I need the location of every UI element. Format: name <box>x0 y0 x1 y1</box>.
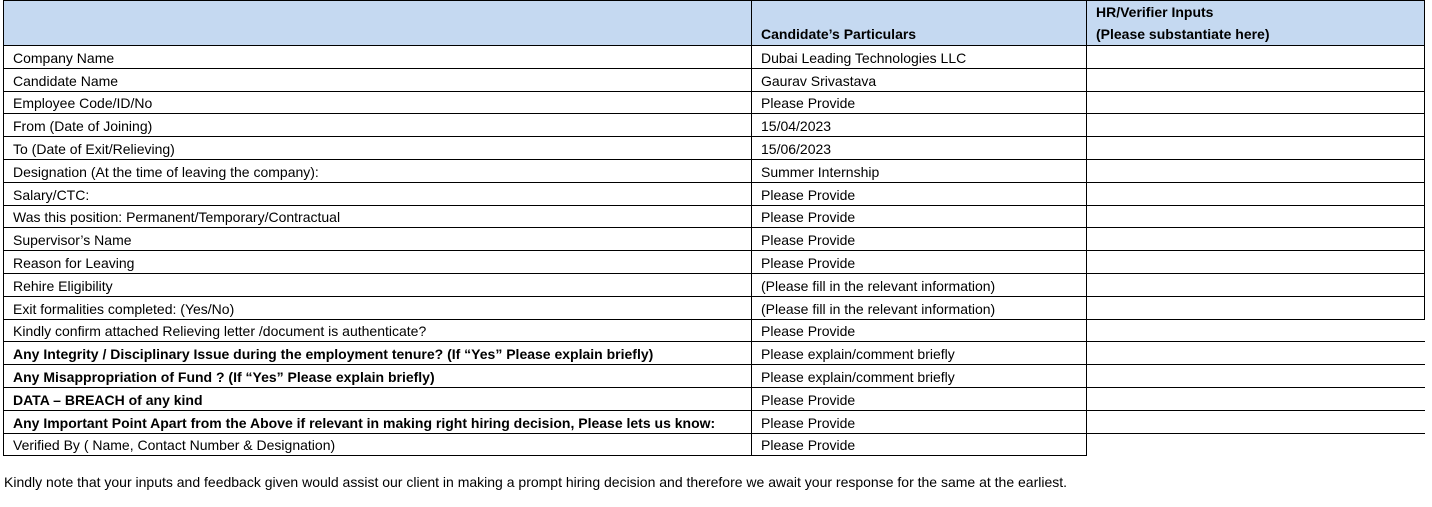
table-row <box>4 273 1425 296</box>
hr-verifier-input-cell <box>1087 319 1425 342</box>
candidate-particular-cell[interactable]: Please Provide <box>752 319 1087 342</box>
field-label: Salary/CTC: <box>4 182 752 205</box>
table-row <box>4 46 1425 69</box>
table-row <box>4 114 1425 137</box>
field-label: Kindly confirm attached Relieving letter /document is authenticate? <box>4 319 752 342</box>
footer-note: Kindly note that your inputs and feedback given would assist our client in making a prompt hiring decision and therefore we await your response for the same at the earliest. <box>4 474 1068 490</box>
hr-verifier-input-cell[interactable] <box>1087 137 1425 160</box>
candidate-particular-cell[interactable]: Please Provide <box>752 410 1087 433</box>
candidate-particular-cell[interactable]: Please Provide <box>752 182 1087 205</box>
candidate-particular-cell[interactable]: Please Provide <box>752 205 1087 228</box>
table-row <box>4 365 1425 388</box>
hr-verifier-input-cell[interactable] <box>1087 91 1425 114</box>
hr-verifier-input-cell[interactable] <box>1087 68 1425 91</box>
hr-verifier-input-cell[interactable] <box>1087 205 1425 228</box>
field-label: Candidate Name <box>4 68 752 91</box>
candidate-particular-cell[interactable]: Please Provide <box>752 91 1087 114</box>
candidate-particular-cell[interactable]: Summer Internship <box>752 159 1087 182</box>
candidate-particular-cell[interactable]: 15/04/2023 <box>752 114 1087 137</box>
table-row <box>4 68 1425 91</box>
table-row <box>4 387 1425 410</box>
field-label: Rehire Eligibility <box>4 273 752 296</box>
table-row <box>4 433 1425 456</box>
table-row <box>4 342 1425 365</box>
header-row <box>4 1 1425 46</box>
header-cell-field <box>4 1 752 46</box>
hr-verifier-input-cell <box>1087 342 1425 365</box>
candidate-particular-cell[interactable]: Please Provide <box>752 433 1087 456</box>
candidate-particular-cell[interactable]: Dubai Leading Technologies LLC <box>752 46 1087 69</box>
field-label: DATA – BREACH of any kind <box>4 387 752 410</box>
verification-table <box>3 0 1425 456</box>
table-row <box>4 296 1425 319</box>
field-label: Any Integrity / Disciplinary Issue during the employment tenure? (If “Yes” Please explain briefly) <box>4 342 752 365</box>
hr-verifier-input-cell <box>1087 410 1425 433</box>
candidate-particular-cell[interactable]: Please Provide <box>752 387 1087 410</box>
candidate-particular-cell[interactable]: (Please fill in the relevant information) <box>752 296 1087 319</box>
field-label: Reason for Leaving <box>4 251 752 274</box>
hr-verifier-input-cell[interactable] <box>1087 228 1425 251</box>
hr-verifier-input-cell <box>1087 365 1425 388</box>
table-row <box>4 319 1425 342</box>
header-hr-subtitle: (Please substantiate here) <box>1096 26 1270 42</box>
candidate-particular-cell[interactable]: 15/06/2023 <box>752 137 1087 160</box>
table-row <box>4 205 1425 228</box>
field-label: Any Misappropriation of Fund ? (If “Yes” Please explain briefly) <box>4 365 752 388</box>
candidate-particular-cell[interactable]: (Please fill in the relevant information) <box>752 273 1087 296</box>
table-row <box>4 182 1425 205</box>
table-row <box>4 251 1425 274</box>
candidate-particular-cell[interactable]: Please explain/comment briefly <box>752 342 1087 365</box>
field-label: Designation (At the time of leaving the company): <box>4 159 752 182</box>
field-label: Verified By ( Name, Contact Number & Designation) <box>4 433 752 456</box>
hr-verifier-input-cell[interactable] <box>1087 273 1425 296</box>
field-label: To (Date of Exit/Relieving) <box>4 137 752 160</box>
field-label: Company Name <box>4 46 752 69</box>
hr-verifier-input-cell <box>1087 387 1425 410</box>
table-row <box>4 228 1425 251</box>
hr-verifier-input-cell <box>1087 433 1425 456</box>
hr-verifier-input-cell[interactable] <box>1087 114 1425 137</box>
header-cell-candidate-particulars: Candidate’s Particulars <box>752 1 1087 46</box>
table-row <box>4 91 1425 114</box>
hr-verifier-input-cell[interactable] <box>1087 296 1425 319</box>
candidate-particular-cell[interactable]: Please Provide <box>752 228 1087 251</box>
field-label: Exit formalities completed: (Yes/No) <box>4 296 752 319</box>
candidate-particular-cell[interactable]: Gaurav Srivastava <box>752 68 1087 91</box>
header-cell-hr-verifier-inputs <box>1087 1 1425 46</box>
candidate-particular-cell[interactable]: Please explain/comment briefly <box>752 365 1087 388</box>
header-hr-title: HR/Verifier Inputs <box>1096 4 1214 20</box>
field-label: From (Date of Joining) <box>4 114 752 137</box>
field-label: Was this position: Permanent/Temporary/Contractual <box>4 205 752 228</box>
field-label: Supervisor’s Name <box>4 228 752 251</box>
field-label: Employee Code/ID/No <box>4 91 752 114</box>
hr-verifier-input-cell[interactable] <box>1087 182 1425 205</box>
hr-verifier-input-cell[interactable] <box>1087 159 1425 182</box>
hr-verifier-input-cell[interactable] <box>1087 46 1425 69</box>
table-row <box>4 159 1425 182</box>
hr-verifier-input-cell[interactable] <box>1087 251 1425 274</box>
table-row <box>4 410 1425 433</box>
table-row <box>4 137 1425 160</box>
field-label: Any Important Point Apart from the Above if relevant in making right hiring decision, Please lets us know: <box>4 410 752 433</box>
candidate-particular-cell[interactable]: Please Provide <box>752 251 1087 274</box>
